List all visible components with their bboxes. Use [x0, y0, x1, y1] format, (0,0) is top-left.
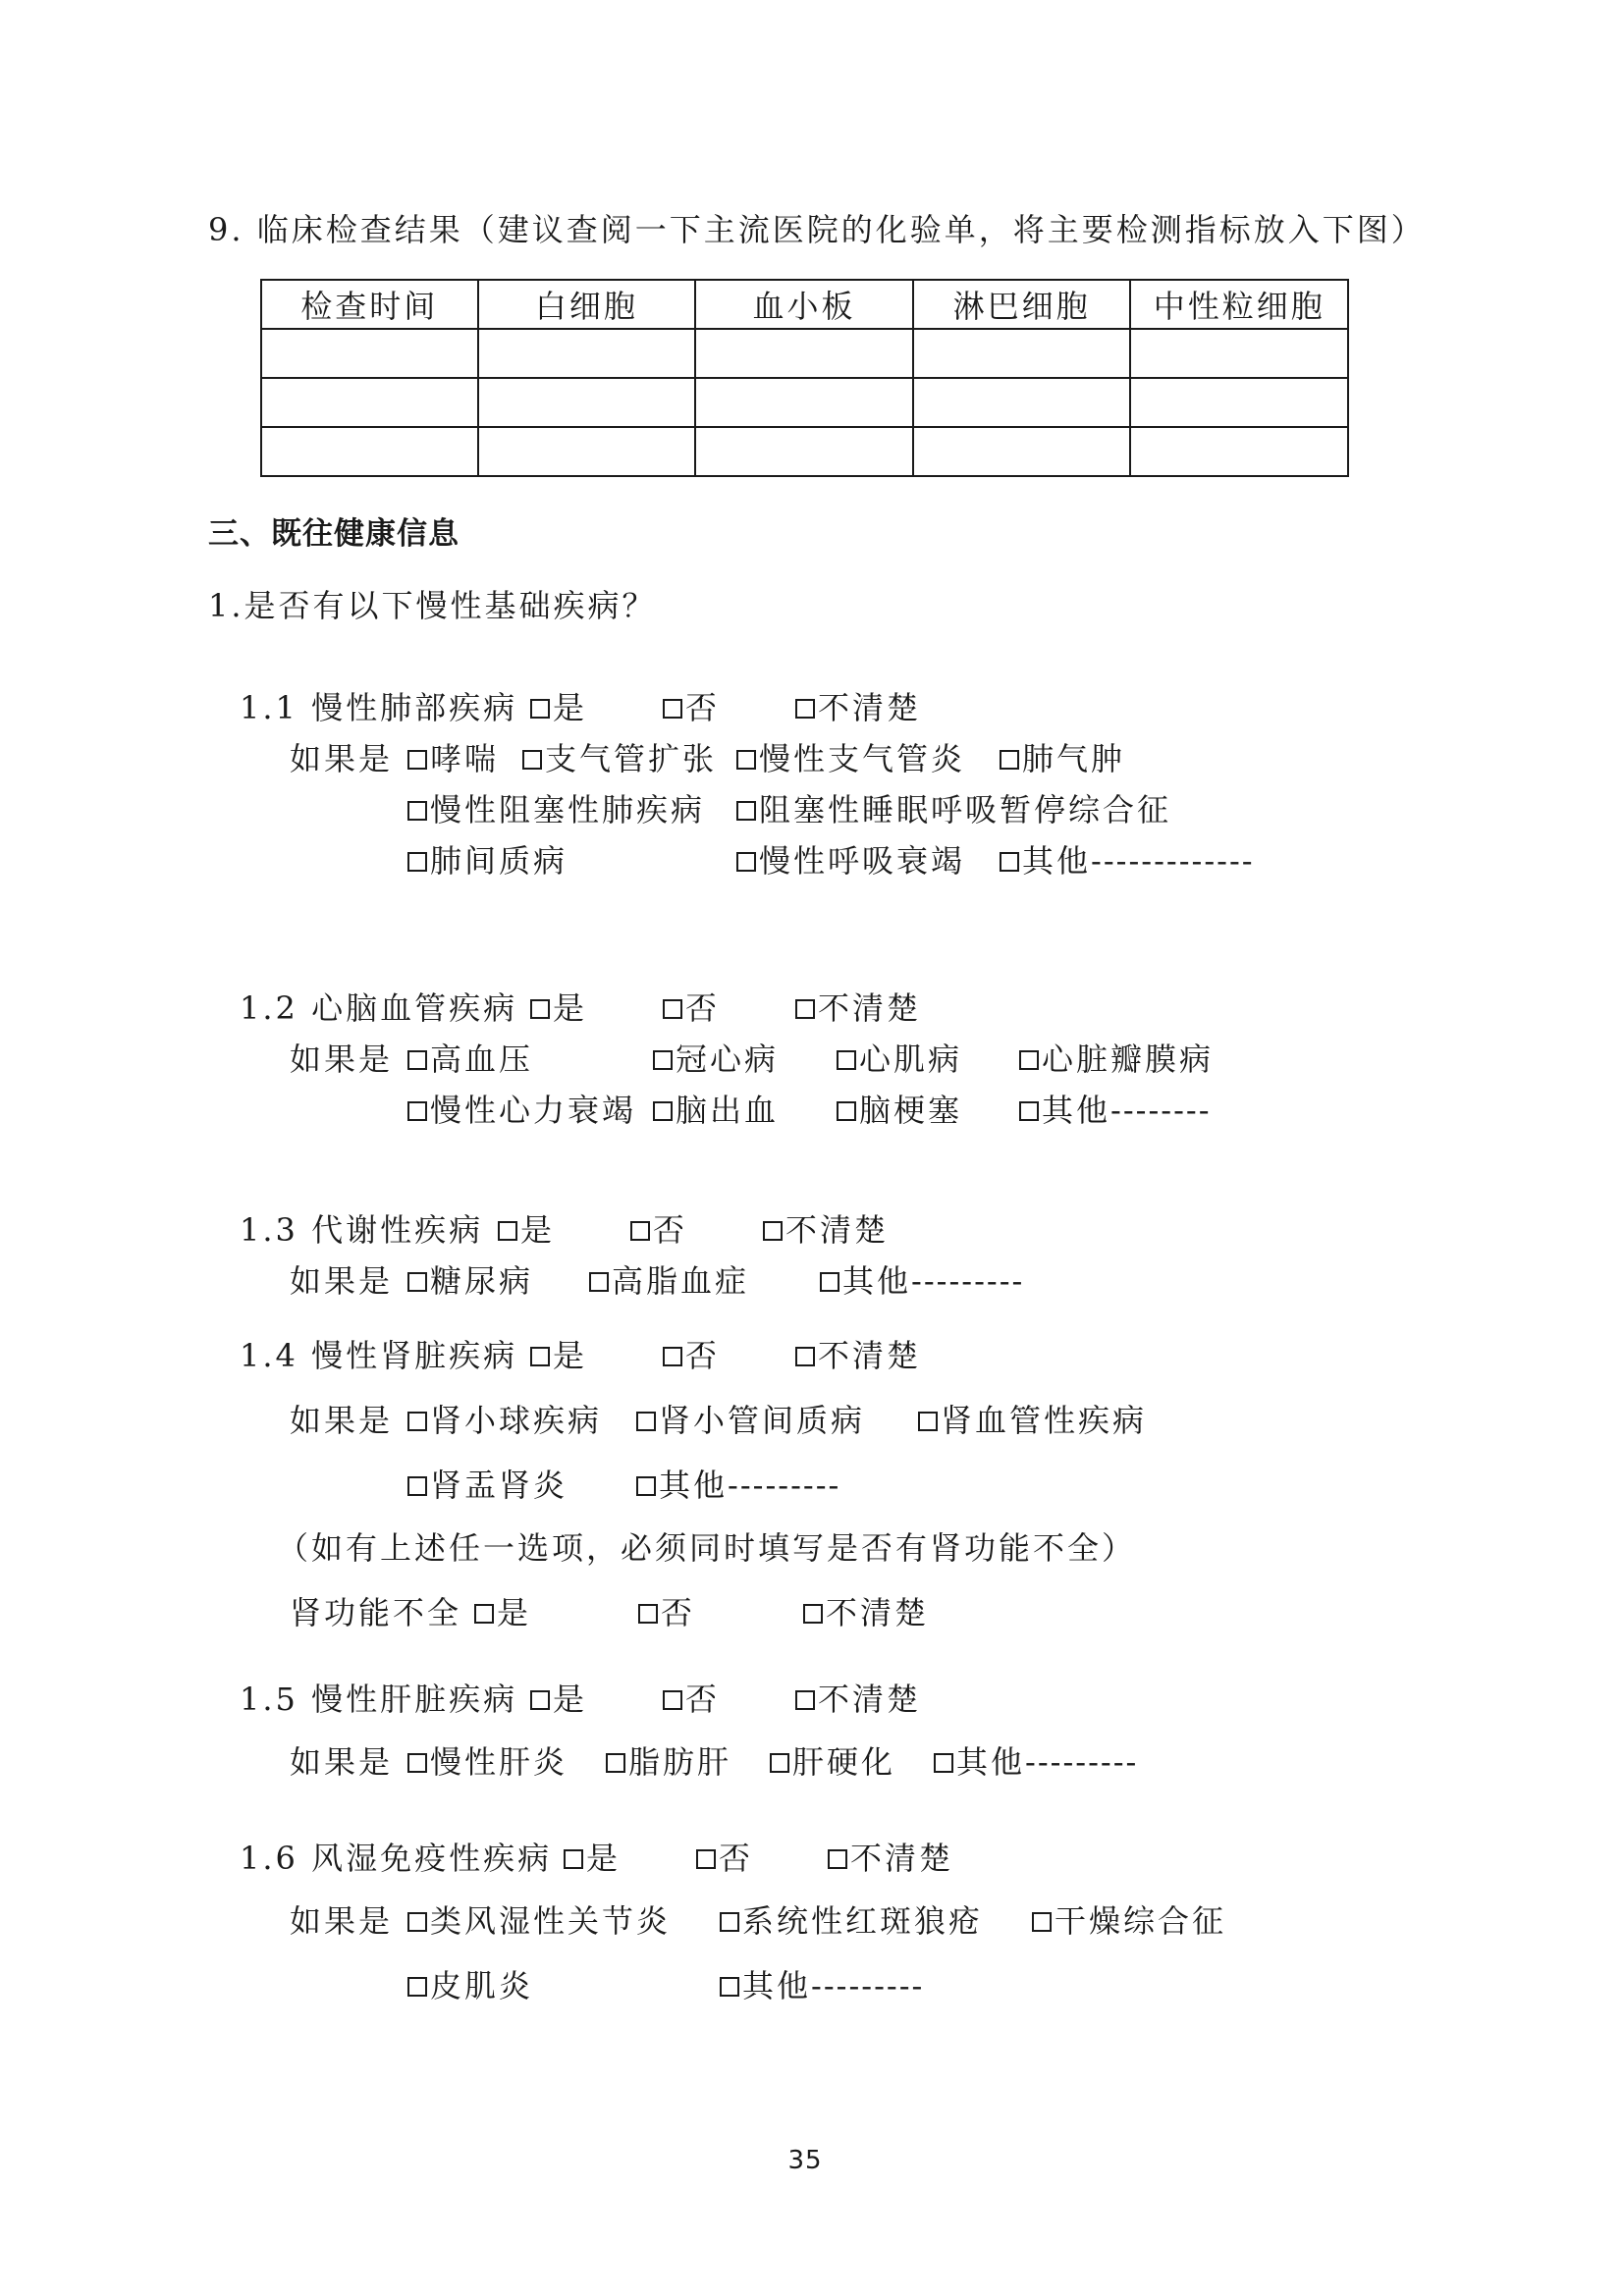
s16-yes-option[interactable]: 是	[564, 1839, 621, 1878]
s14-option-renovascular[interactable]: 肾血管性疾病	[918, 1401, 1147, 1440]
checkbox-icon[interactable]	[736, 801, 756, 821]
fill-in-blank[interactable]: ---------	[1025, 1743, 1139, 1781]
checkbox-icon[interactable]	[530, 1690, 550, 1710]
checkbox-icon[interactable]	[407, 1050, 427, 1070]
s11-option-resp-failure[interactable]: 慢性呼吸衰竭	[736, 841, 965, 881]
checkbox-icon[interactable]	[522, 750, 542, 770]
s11-option-asthma[interactable]: 哮喘	[407, 739, 499, 778]
table-header: 中性粒细胞	[1130, 280, 1348, 329]
checkbox-icon[interactable]	[407, 750, 427, 770]
s13-yes-option[interactable]: 是	[498, 1210, 555, 1250]
table-row	[261, 427, 1348, 476]
checkbox-icon[interactable]	[636, 1476, 656, 1496]
fill-in-blank[interactable]: ---------	[811, 1967, 925, 2004]
checkbox-icon[interactable]	[1019, 1101, 1039, 1121]
checkbox-icon[interactable]	[606, 1753, 625, 1773]
table-cell[interactable]	[478, 378, 696, 427]
s16-option-sjogren[interactable]: 干燥综合征	[1032, 1901, 1226, 1941]
s15-unknown-option[interactable]: 不清楚	[795, 1680, 921, 1719]
checkbox-icon[interactable]	[828, 1849, 847, 1869]
checkbox-icon[interactable]	[720, 1977, 739, 1997]
checkbox-icon[interactable]	[837, 1101, 856, 1121]
s12-option-cardiomyopathy[interactable]: 心肌病	[837, 1040, 962, 1079]
if-yes-label: 如果是	[290, 1041, 394, 1078]
if-yes-label: 如果是	[290, 1402, 394, 1439]
s16-unknown-option[interactable]: 不清楚	[828, 1839, 953, 1878]
checkbox-icon[interactable]	[795, 699, 815, 719]
table-cell[interactable]	[1130, 378, 1348, 427]
checkbox-icon[interactable]	[407, 1272, 427, 1292]
fill-in-blank[interactable]: ---------	[728, 1467, 841, 1504]
table-cell[interactable]	[478, 329, 696, 378]
s11-yes-option[interactable]: 是	[530, 688, 587, 727]
section-title: 三、既往健康信息	[208, 516, 460, 552]
checkbox-icon[interactable]	[663, 1690, 682, 1710]
checkbox-icon[interactable]	[1032, 1912, 1052, 1932]
s13-option-diabetes[interactable]: 糖尿病	[407, 1261, 533, 1301]
checkbox-icon[interactable]	[663, 1347, 682, 1366]
renal-insufficiency-label: 肾功能不全	[290, 1594, 462, 1631]
s16-option-ra[interactable]: 类风湿性关节炎	[407, 1901, 671, 1941]
checkbox-icon[interactable]	[795, 999, 815, 1019]
table-header: 血小板	[695, 280, 913, 329]
s16-no-option[interactable]: 否	[696, 1839, 753, 1878]
checkbox-icon[interactable]	[918, 1412, 938, 1431]
table-cell[interactable]	[913, 427, 1131, 476]
s12-no-option[interactable]: 否	[663, 988, 720, 1028]
checkbox-icon[interactable]	[653, 1101, 673, 1121]
checkbox-icon[interactable]	[564, 1849, 583, 1869]
checkbox-icon[interactable]	[407, 1412, 427, 1431]
q9-title: 9. 临床检查结果（建议查阅一下主流医院的化验单，将主要检测指标放入下图）	[208, 211, 1426, 248]
table-cell[interactable]	[261, 427, 478, 476]
fill-in-blank[interactable]: -------------	[1091, 842, 1255, 880]
s12-option-other[interactable]: 其他 --------	[1019, 1091, 1212, 1130]
s11-option-chronic-bronchitis[interactable]: 慢性支气管炎	[736, 739, 965, 778]
checkbox-icon[interactable]	[653, 1050, 673, 1070]
if-yes-label: 如果是	[290, 740, 394, 777]
s14-no-option[interactable]: 否	[663, 1336, 720, 1375]
s15-title: 1.5 慢性肝脏疾病	[240, 1681, 518, 1718]
s11-option-ild[interactable]: 肺间质病	[407, 841, 568, 881]
checkbox-icon[interactable]	[407, 1101, 427, 1121]
table-cell[interactable]	[695, 329, 913, 378]
checkbox-icon[interactable]	[407, 1753, 427, 1773]
s11-option-emphysema[interactable]: 肺气肿	[1000, 739, 1125, 778]
s12-yes-option[interactable]: 是	[530, 988, 587, 1028]
checkbox-icon[interactable]	[663, 999, 682, 1019]
s12-option-heart-failure[interactable]: 慢性心力衰竭	[407, 1091, 636, 1130]
s16-option-sle[interactable]: 系统性红斑狼疮	[720, 1901, 983, 1941]
checkbox-icon[interactable]	[498, 1221, 517, 1241]
checkbox-icon[interactable]	[530, 999, 550, 1019]
table-cell[interactable]	[695, 427, 913, 476]
s12-unknown-option[interactable]: 不清楚	[795, 988, 921, 1028]
if-yes-label: 如果是	[290, 1262, 394, 1300]
s14-yes-option[interactable]: 是	[530, 1336, 587, 1375]
s14-unknown-option[interactable]: 不清楚	[795, 1336, 921, 1375]
checkbox-icon[interactable]	[736, 852, 756, 872]
checkbox-icon[interactable]	[1000, 750, 1019, 770]
checkbox-icon[interactable]	[696, 1849, 716, 1869]
checkbox-icon[interactable]	[407, 1912, 427, 1932]
checkbox-icon[interactable]	[589, 1272, 609, 1292]
s15-option-chronic-hepatitis[interactable]: 慢性肝炎	[407, 1742, 568, 1782]
checkbox-icon[interactable]	[638, 1604, 658, 1624]
s11-option-other[interactable]: 其他 -------------	[1000, 841, 1255, 881]
table-row	[261, 378, 1348, 427]
table-cell[interactable]	[695, 378, 913, 427]
checkbox-icon[interactable]	[736, 750, 756, 770]
checkbox-icon[interactable]	[407, 1476, 427, 1496]
s12-option-valve-disease[interactable]: 心脏瓣膜病	[1019, 1040, 1214, 1079]
table-cell[interactable]	[913, 378, 1131, 427]
checkbox-icon[interactable]	[837, 1050, 856, 1070]
renal-yes-option[interactable]: 是	[474, 1593, 531, 1632]
s14-title: 1.4 慢性肾脏疾病	[240, 1337, 518, 1374]
checkbox-icon[interactable]	[720, 1912, 739, 1932]
table-header: 淋巴细胞	[913, 280, 1131, 329]
s16-title: 1.6 风湿免疫性疾病	[240, 1840, 553, 1877]
table-cell[interactable]	[261, 378, 478, 427]
s13-option-other[interactable]: 其他 ---------	[820, 1261, 1024, 1301]
table-header: 检查时间	[261, 280, 478, 329]
checkbox-icon[interactable]	[1019, 1050, 1039, 1070]
s15-option-cirrhosis[interactable]: 肝硬化	[770, 1742, 895, 1782]
checkbox-icon[interactable]	[474, 1604, 494, 1624]
table-header-row	[261, 280, 1348, 329]
s11-no-option[interactable]: 否	[663, 688, 720, 727]
page-number: 35	[787, 2146, 823, 2175]
s11-title: 1.1 慢性肺部疾病	[240, 689, 518, 726]
s11-option-copd[interactable]: 慢性阻塞性肺疾病	[407, 790, 705, 829]
s12-option-cerebral-infarction[interactable]: 脑梗塞	[837, 1091, 962, 1130]
checkbox-icon[interactable]	[663, 699, 682, 719]
s11-option-osa[interactable]: 阻塞性睡眠呼吸暂停综合征	[736, 790, 1171, 829]
checkbox-icon[interactable]	[530, 1347, 550, 1366]
s12-option-hypertension[interactable]: 高血压	[407, 1040, 533, 1079]
table-cell[interactable]	[478, 427, 696, 476]
s16-option-other[interactable]: 其他 ---------	[720, 1966, 924, 2005]
if-yes-label: 如果是	[290, 1902, 394, 1940]
checkbox-icon[interactable]	[407, 1977, 427, 1997]
fill-in-blank[interactable]: ---------	[911, 1262, 1025, 1300]
s14-option-glomerular[interactable]: 肾小球疾病	[407, 1401, 602, 1440]
checkbox-icon[interactable]	[795, 1690, 815, 1710]
checkbox-icon[interactable]	[530, 699, 550, 719]
renal-no-option[interactable]: 否	[638, 1593, 695, 1632]
s11-option-bronchiectasis[interactable]: 支气管扩张	[522, 739, 717, 778]
renal-note: （如有上述任一选项，必须同时填写是否有肾功能不全）	[277, 1529, 1137, 1567]
s14-option-other[interactable]: 其他 ---------	[636, 1466, 840, 1505]
s15-yes-option[interactable]: 是	[530, 1680, 587, 1719]
checkbox-icon[interactable]	[795, 1347, 815, 1366]
s13-no-option[interactable]: 否	[630, 1210, 687, 1250]
checkbox-icon[interactable]	[630, 1221, 650, 1241]
table-row	[261, 329, 1348, 378]
if-yes-label: 如果是	[290, 1743, 394, 1781]
checkbox-icon[interactable]	[763, 1221, 783, 1241]
s12-option-cerebral-hemorrhage[interactable]: 脑出血	[653, 1091, 779, 1130]
lab-results-table	[260, 279, 1349, 477]
s15-option-fatty-liver[interactable]: 脂肪肝	[606, 1742, 731, 1782]
s11-unknown-option[interactable]: 不清楚	[795, 688, 921, 727]
s13-option-hyperlipidemia[interactable]: 高脂血症	[589, 1261, 749, 1301]
table-cell[interactable]	[1130, 329, 1348, 378]
s15-no-option[interactable]: 否	[663, 1680, 720, 1719]
fill-in-blank[interactable]: --------	[1110, 1092, 1212, 1129]
checkbox-icon[interactable]	[407, 801, 427, 821]
table-header: 白细胞	[478, 280, 696, 329]
s14-option-pyelonephritis[interactable]: 肾盂肾炎	[407, 1466, 568, 1505]
s13-title: 1.3 代谢性疾病	[240, 1211, 484, 1249]
checkbox-icon[interactable]	[934, 1753, 953, 1773]
table-cell[interactable]	[913, 329, 1131, 378]
s15-option-other[interactable]: 其他 ---------	[934, 1742, 1138, 1782]
table-cell[interactable]	[261, 329, 478, 378]
checkbox-icon[interactable]	[636, 1412, 656, 1431]
s13-unknown-option[interactable]: 不清楚	[763, 1210, 889, 1250]
question-1-title: 1.是否有以下慢性基础疾病？	[208, 587, 657, 624]
table-cell[interactable]	[1130, 427, 1348, 476]
checkbox-icon[interactable]	[820, 1272, 839, 1292]
s14-option-tubulointerstitial[interactable]: 肾小管间质病	[636, 1401, 865, 1440]
checkbox-icon[interactable]	[803, 1604, 823, 1624]
s16-option-dermatomyositis[interactable]: 皮肌炎	[407, 1966, 533, 2005]
checkbox-icon[interactable]	[407, 852, 427, 872]
checkbox-icon[interactable]	[770, 1753, 789, 1773]
s12-title: 1.2 心脑血管疾病	[240, 989, 518, 1027]
s12-option-chd[interactable]: 冠心病	[653, 1040, 779, 1079]
checkbox-icon[interactable]	[1000, 852, 1019, 872]
renal-unknown-option[interactable]: 不清楚	[803, 1593, 929, 1632]
